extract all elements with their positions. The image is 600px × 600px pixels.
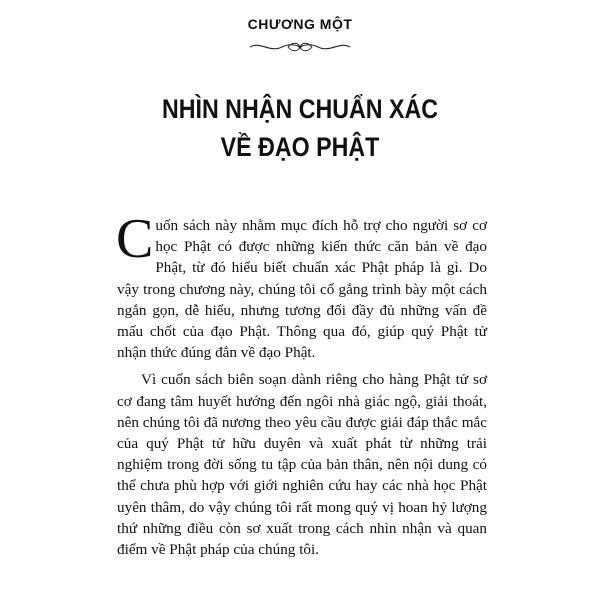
paragraph-2: Vì cuốn sách biên soạn dành riêng cho hàng Phật tử sơ cơ đang tâm huyết hướng đến ngôi nhà giác ngộ, giải thoát, nên chúng tôi đã nương theo yêu cầu được giải đáp thắc mắc của quý Phật tử hữu duyên và xuất phát từ những trải nghiệm trong đời sống tu tập của bản thân, nên nội dung có thể chưa phù hợp với giới nghiên cứu hay các nhà học Phật uyên thâm, do vậy chúng tôi rất mong quý vị hoan hỷ lượng thứ những điều còn sơ xuất trong cách nhìn nhận và quan điểm về Phật pháp của chúng tôi. xyxy=(117,371,487,559)
chapter-label: CHƯƠNG MỘT xyxy=(247,16,353,32)
body-text xyxy=(116,208,487,560)
chapter-title-line-2: VỀ ĐẠO PHẬT xyxy=(220,132,380,162)
chapter-title-line-1: NHÌN NHẬN CHUẨN XÁC xyxy=(161,94,439,124)
chapter-title xyxy=(42,90,558,166)
paragraph-1-text: uốn sách này nhằm mục đích hỗ trợ cho người sơ cơ học Phật có được những kiến thức căn bản về đạo Phật, từ đó hiểu biết chuẩn xác Phật pháp là gì. Do vậy trong chương này, chúng tôi cố gắng trình bày một cách ngắn gọn, dễ hiểu, nhưng tương đối đầy đủ những vấn đề mấu chốt của đạo Phật. Thông qua đó, giúp quý Phật tử nhận thức đúng đắn về đạo Phật. xyxy=(117,217,487,362)
drop-cap: C xyxy=(116,208,154,270)
ornament-divider xyxy=(248,40,352,54)
paragraph-1 xyxy=(116,208,487,363)
